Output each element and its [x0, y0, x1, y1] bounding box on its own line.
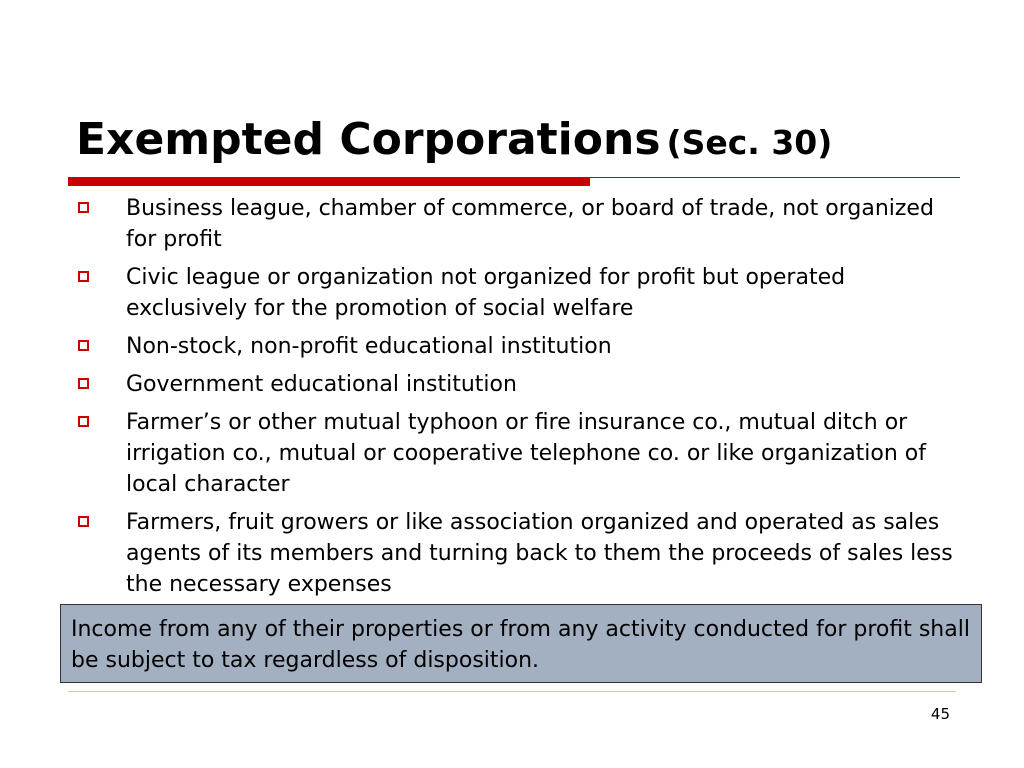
bullet-list — [76, 193, 956, 607]
square-bullet-icon — [78, 202, 89, 213]
slide-title — [76, 108, 832, 175]
square-bullet-icon — [78, 271, 89, 282]
bullet-item — [76, 331, 956, 362]
bullet-text: Business league, chamber of commerce, or board of trade, not organized for profit — [126, 196, 934, 252]
slide-title-section: (Sec. 30) — [666, 123, 833, 162]
square-bullet-icon — [78, 416, 89, 427]
square-bullet-icon — [78, 378, 89, 389]
bullet-item — [76, 369, 956, 400]
bullet-item — [76, 193, 956, 255]
slide-title-main: Exempted Corporations — [76, 114, 661, 165]
page-number: 45 — [930, 705, 950, 723]
bullet-text: Civic league or organization not organized for profit but operated exclusively for the promotion of social welfare — [126, 265, 846, 321]
bullet-text: Non-stock, non-profit educational institution — [126, 334, 612, 359]
note-box — [60, 604, 982, 683]
bullet-item — [76, 262, 956, 324]
title-underline-thin — [590, 177, 960, 178]
footer-divider — [68, 691, 956, 692]
square-bullet-icon — [78, 340, 89, 351]
square-bullet-icon — [78, 516, 89, 527]
bullet-text: Farmers, fruit growers or like association organized and operated as sales agents of its members and turning back to them the proceeds of sales less the necessary expenses — [126, 510, 953, 597]
bullet-item — [76, 507, 956, 600]
bullet-item — [76, 407, 956, 500]
bullet-text: Farmer’s or other mutual typhoon or fire insurance co., mutual ditch or irrigation co., mutual or cooperative telephone co. or like organization of local character — [126, 410, 927, 497]
note-text: Income from any of their properties or from any activity conducted for profit shall be subject to tax regardless of disposition. — [71, 617, 970, 673]
bullet-text: Government educational institution — [126, 372, 517, 397]
title-underline-thick — [68, 177, 590, 186]
